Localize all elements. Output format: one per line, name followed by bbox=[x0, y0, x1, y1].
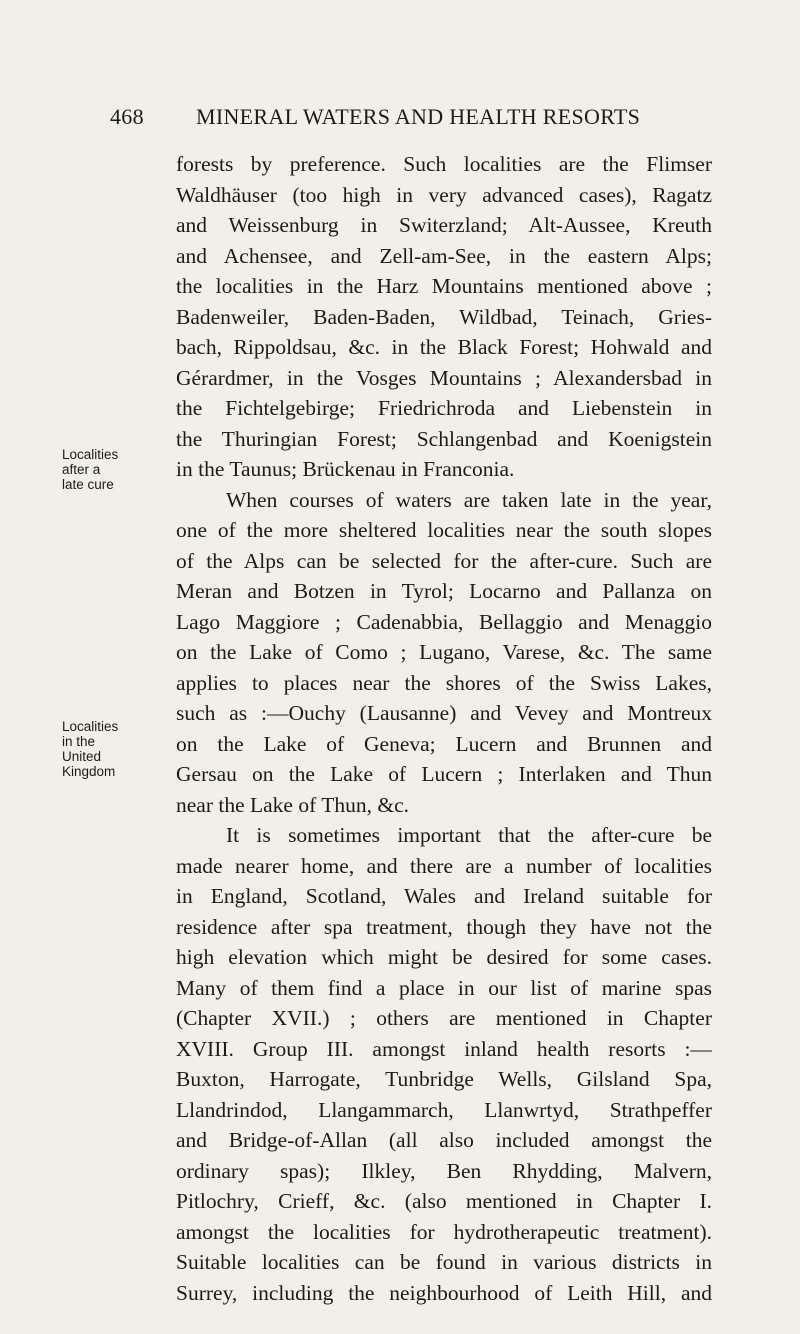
sidenote-localities-united-kingdom bbox=[62, 719, 172, 779]
text-line: such as :—Ouchy (Lausanne) and Vevey and Montreux bbox=[176, 701, 712, 725]
sidenote-line: Localities bbox=[62, 719, 119, 734]
sidenote-line: United bbox=[62, 749, 102, 764]
text-line: Gérardmer, in the Vosges Mountains ; Alexandersbad in bbox=[176, 365, 712, 390]
text-line: Gersau on the Lake of Lucern ; Interlaken and Thun bbox=[176, 762, 712, 786]
running-head bbox=[110, 104, 720, 130]
text-line: (Chapter XVII.) ; others are mentioned in Chapter bbox=[176, 1006, 712, 1030]
text-line: and Weissenburg in Switerzland; Alt-Aussee, Kreuth bbox=[176, 213, 712, 237]
text-line: applies to places near the shores of the Swiss Lakes, bbox=[176, 670, 712, 695]
sidenote-line: Localities bbox=[62, 447, 119, 462]
text-line: high elevation which might be desired for some cases. bbox=[176, 945, 712, 969]
text-line: It is sometimes important that the after-cure be bbox=[226, 823, 712, 847]
text-line: Meran and Botzen in Tyrol; Locarno and Pallanza on bbox=[176, 579, 712, 603]
text-line: Surrey, including the neighbourhood of Leith Hill, and bbox=[176, 1280, 712, 1305]
sidenote-line: Kingdom bbox=[62, 764, 116, 779]
text-line: Pitlochry, Crieff, &c. (also mentioned in Chapter I. bbox=[176, 1189, 712, 1213]
sidenote-line: after a bbox=[62, 462, 101, 477]
sidenote-line: late cure bbox=[62, 477, 114, 492]
text-line: ordinary spas); Ilkley, Ben Rhydding, Malvern, bbox=[176, 1158, 712, 1183]
text-line: residence after spa treatment, though they have not the bbox=[176, 914, 712, 939]
text-line: bach, Rippoldsau, &c. in the Black Forest; Hohwald and bbox=[176, 335, 712, 359]
text-line: Many of them find a place in our list of marine spas bbox=[176, 975, 712, 1000]
text-line: made nearer home, and there are a number of localities bbox=[176, 853, 712, 878]
text-line: Lago Maggiore ; Cadenabbia, Bellaggio and Menaggio bbox=[176, 609, 712, 634]
text-line: on the Lake of Geneva; Lucern and Brunnen and bbox=[176, 731, 712, 756]
text-line: XVIII. Group III. amongst inland health resorts :— bbox=[176, 1036, 712, 1061]
text-line: the Fichtelgebirge; Friedrichroda and Liebenstein in bbox=[176, 396, 712, 420]
text-line: of the Alps can be selected for the after-cure. Such are bbox=[176, 548, 712, 573]
text-line: forests by preference. Such localities are the Flimser bbox=[176, 152, 712, 176]
text-line: one of the more sheltered localities near the south slopes bbox=[176, 518, 712, 542]
text-line: Waldhäuser (too high in very advanced cases), Ragatz bbox=[176, 182, 712, 207]
text-line: Suitable localities can be found in various districts in bbox=[176, 1250, 712, 1274]
text-line: the Thuringian Forest; Schlangenbad and Koenigstein bbox=[176, 426, 712, 451]
text-line: and Bridge-of-Allan (all also included amongst the bbox=[176, 1128, 712, 1152]
text-line: in the Taunus; Brückenau in Franconia. bbox=[176, 457, 515, 481]
text-line: on the Lake of Como ; Lugano, Varese, &c. The same bbox=[176, 640, 712, 664]
sidenote-line: in the bbox=[62, 734, 96, 749]
page-number: 468 bbox=[110, 104, 144, 129]
text-line: in England, Scotland, Wales and Ireland suitable for bbox=[176, 884, 712, 908]
running-head-title: MINERAL WATERS AND HEALTH RESORTS bbox=[196, 104, 641, 129]
text-line: near the Lake of Thun, &c. bbox=[176, 792, 410, 817]
sidenote-localities-after-late-cure bbox=[62, 447, 172, 492]
text-line: Badenweiler, Baden-Baden, Wildbad, Teinach, Gries- bbox=[176, 304, 712, 329]
text-line: and Achensee, and Zell-am-See, in the eastern Alps; bbox=[176, 243, 712, 268]
text-line: When courses of waters are taken late in the year, bbox=[226, 487, 712, 512]
text-line: amongst the localities for hydrotherapeutic treatment). bbox=[176, 1219, 712, 1244]
text-line: the localities in the Harz Mountains mentioned above ; bbox=[176, 274, 712, 298]
text-line: Buxton, Harrogate, Tunbridge Wells, Gilsland Spa, bbox=[176, 1067, 712, 1091]
text-line: Llandrindod, Llangammarch, Llanwrtyd, Strathpeffer bbox=[176, 1097, 712, 1122]
